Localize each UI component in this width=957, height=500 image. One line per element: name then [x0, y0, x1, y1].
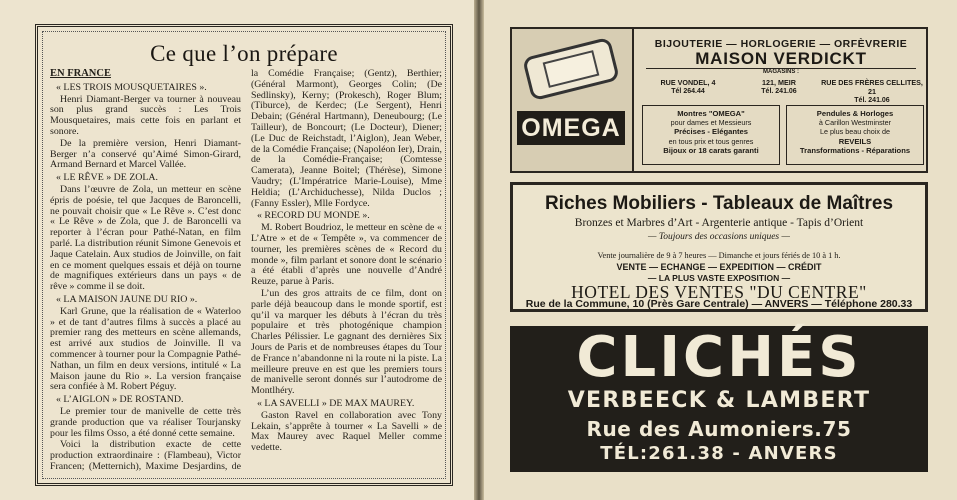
- article-paragraph: Gaston Ravel en collaboration avec Tony Lekain, s’apprête à tourner « La Savelli » de Max Maurey avec Raquel Meller comme vedette.: [251, 409, 442, 454]
- left-page: [0, 0, 474, 500]
- box-line: Le plus beau choix de: [820, 127, 890, 137]
- shop-name: MAISON VERDICKT: [695, 49, 867, 68]
- mobiliers-address: Rue de la Commune, 10 (Près Gare Centrale) — ANVERS — Téléphone 280.33: [525, 298, 913, 310]
- article-paragraph: Le premier tour de manivelle de cette très grande production que va réaliser Tourjansky pour les films Osso, a été donné cette semaine.: [50, 405, 241, 439]
- address-meir: [744, 78, 814, 96]
- article-paragraph: Henri Diamant-Berger va tourner à nouveau son plus grand succès : Les Trois Mousquetaires, mais cette fois en parlant et sonore.: [50, 93, 241, 137]
- cliches-advertisement: [510, 326, 928, 472]
- article-subheading: « LES TROIS MOUSQUETAIRES ».: [56, 81, 207, 93]
- address-text: RUE VONDEL, 4: [660, 78, 716, 87]
- address-text: 121, MEIR: [762, 78, 796, 87]
- cliches-street: Rue des Aumoniers.75: [586, 417, 852, 441]
- article-paragraph: Karl Grune, que la réalisation de « Waterloo » et de tant d’autres films à succès a placé au premier rang des metteurs en scène allemands, est arrivé aux studios de Joinville. Il va commencer à tourner pour la Compagnie Pathé-Nathan, un film en deux versions, intitulé « La Maison jaune du Rio ». La version française sera confiée à M. Robert Péguy.: [50, 305, 241, 393]
- omega-advertisement: [510, 27, 928, 173]
- wristwatch-icon: [522, 37, 620, 101]
- cliches-title: CLICHÉS: [576, 325, 862, 390]
- article-columns: [50, 69, 442, 477]
- article-paragraph: Dans l’œuvre de Zola, un metteur en scène épris de poésie, tel que Jacques de Baroncelli, ne pouvait choisir que « Le Rêve ». C’est donc « Le Rêve » de Zola, que J. de Baroncelli va reporter à l’écran pour Pathé-Natan, en film parlé. La distribution réunit Simone Genevois et Jaque Catelain. Aux studios de Joinville, on fait en ce moment quelques essais et déjà on tourne de magnifiques extérieurs dans un pays « de rêve » comme il se doit.: [50, 183, 241, 293]
- article-subheading: « LE RÊVE » DE ZOLA.: [56, 172, 159, 184]
- article-subheading: « RECORD DU MONDE ».: [257, 210, 370, 222]
- article-paragraph: M. Robert Boudrioz, le metteur en scène de « L’Atre » et de « Tempête », va commencer de tourner, les premières scènes de « Record du monde », film parlant et sonore dont le scénario a été établi d’après une nouvelle d’André Reuze, parue à Paris.: [251, 222, 442, 288]
- mobiliers-occasions: — Toujours des occasions uniques —: [648, 232, 790, 242]
- mobiliers-advertisement: [510, 182, 928, 312]
- clocks-box: [786, 105, 924, 165]
- omega-logo: OMEGA: [517, 111, 625, 145]
- box-line: pour dames et Messieurs: [670, 118, 752, 128]
- mobiliers-subtitle: Bronzes et Marbres d’Art - Argenterie antique - Tapis d’Orient: [574, 217, 864, 229]
- verdickt-panel: [636, 29, 926, 171]
- article-subheading: « LA SAVELLI » DE MAX MAUREY.: [257, 397, 415, 409]
- mobiliers-hours: Vente journalière de 9 à 7 heures — Dimanche et jours fériés de 10 à 1 h.: [597, 251, 841, 260]
- box-title: Pendules & Horloges: [816, 109, 894, 118]
- trade-line: BIJOUTERIE — HORLOGERIE — ORFÈVRERIE: [654, 38, 908, 50]
- article-subheading: « LA MAISON JAUNE DU RIO ».: [56, 293, 198, 305]
- article-paragraph: Voici la distribution exacte de cette production extraordinaire : (Flambeau), Victor Francen; (Metternich), Maxime Desjardins, de la Comédie Française; (Gentz), Berthier; (Général Marmont), Georges Colin; (De Sedlinsky), Kerny; (Prokesch), Roger Blum; (Tiburce), de Kerdec; (Le Sergent), Henri Debain; (Général Hartmann), Deneubourg; (Le Tailleur), de Boncourt; (Le Docteur), Diener; (Le Duc de Reichstadt, l’Aiglon), Jean Weber, de la Comédie Française; (Napoléon Ier), Drain, de la Comédie-Française; (Comtesse Camerata), Jeanne Boitel; (Thérèse), Simone Vaudry; (L’Impératrice Marie-Louise), Mme Heldia; (L’Archiduchesse), Nilda Duclos ;(Fanny Essler), Mlle Fordyce.: [50, 68, 442, 472]
- address-tel: Tél. 241.06: [761, 88, 797, 95]
- address-cellites: [818, 78, 926, 105]
- box-line-bold: REVEILS: [838, 136, 872, 146]
- box-line-bold: Transformations - Réparations: [799, 145, 911, 155]
- right-page: [484, 0, 957, 500]
- box-title: Montres "OMEGA": [677, 109, 745, 118]
- article-paragraph: De la première version, Henri Diamant-Berger n’a conservé qu’Aimé Simon-Girard, Armand Bernard et Marcel Vallée.: [50, 137, 241, 171]
- mobiliers-title: Riches Mobiliers - Tableaux de Maîtres: [544, 193, 894, 214]
- omega-logo-panel: [512, 29, 634, 171]
- mobiliers-services: VENTE — ECHANGE — EXPEDITION — CRÉDIT: [616, 262, 822, 272]
- book-gutter: [474, 0, 484, 500]
- omega-watches-box: [642, 105, 780, 165]
- article-paragraph: L’un des gros attraits de ce film, dont on parle déjà beaucoup dans le monde sportif, est qu’il va marquer les débuts à l’écran du très populaire et très photogénique champion Charles Pélissier. Le gagnant des dernières Six Jours de Paris et de nombreuses étapes du Tour de France n’abandonne ni la route ni la piste. La meilleure preuve en est que les premiers tours de manivelle seront donnés sur l’autodrome de Montlhéry.: [251, 287, 442, 397]
- article-subheading: « L’AIGLON » DE ROSTAND.: [56, 394, 184, 406]
- cliches-telephone: TÉL:261.38 - ANVERS: [600, 443, 838, 464]
- address-text: RUE DES FRÈRES CELLITES, 21: [821, 78, 923, 96]
- watch-face: [543, 50, 600, 88]
- box-line-bold: Précises - Elégantes: [674, 127, 748, 137]
- cliches-firm: VERBEECK & LAMBERT: [567, 388, 871, 413]
- box-line: en tous prix et tous genres: [668, 136, 754, 146]
- box-line-bold: Bijoux or 18 carats garanti: [663, 145, 759, 155]
- mobiliers-exposition: — LA PLUS VASTE EXPOSITION —: [647, 273, 791, 283]
- hotel-des-ventes: HOTEL DES VENTES "DU CENTRE": [571, 282, 867, 302]
- page-title: Ce que l’on prépare: [150, 41, 338, 66]
- article-frame: [35, 24, 453, 486]
- address-vondel: [640, 78, 736, 96]
- section-heading: EN FRANCE: [50, 68, 111, 79]
- address-tel: Tél. 241.06: [854, 97, 890, 104]
- box-line: à Carillon Westminster: [818, 118, 892, 128]
- magasins-label: MAGASINS :: [763, 69, 799, 75]
- address-tel: Tél 264.44: [671, 88, 705, 95]
